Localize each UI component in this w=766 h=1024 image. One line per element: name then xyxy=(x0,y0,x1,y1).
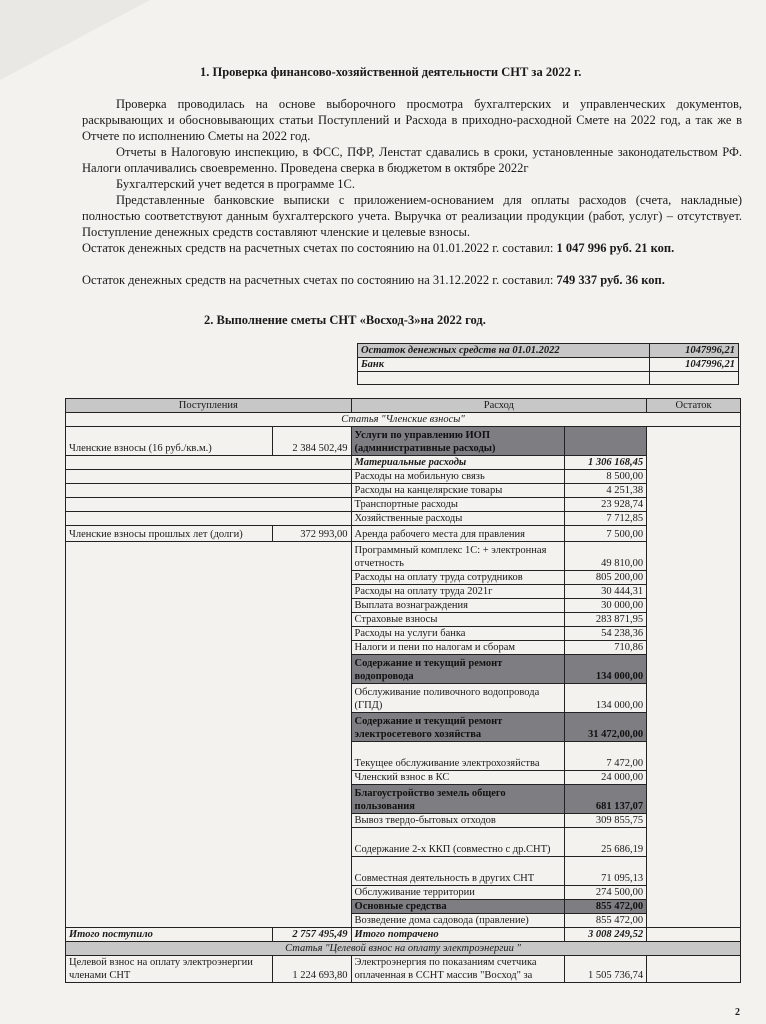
expense-item-label: Услуги по управлению ИОП (административные расходы) xyxy=(351,427,565,456)
total-expense-label: Итого потрачено xyxy=(351,928,565,942)
expense-item-label: Аренда рабочего места для правления xyxy=(351,526,565,542)
expense-item-label: Расходы на услуги банка xyxy=(351,627,565,641)
income-arrears-label: Членские взносы прошлых лет (долги) xyxy=(66,526,273,542)
folded-page-corner xyxy=(0,0,150,80)
expense-item-value: 71 095,13 xyxy=(565,857,647,886)
expense-item-value: 23 928,74 xyxy=(565,498,647,512)
expense-item-label: Благоустройство земель общего пользования xyxy=(351,785,565,814)
section2-title: 2. Выполнение сметы СНТ «Восход-3»на 2022 год. xyxy=(204,313,486,327)
expense-item-value: 30 444,31 xyxy=(565,585,647,599)
expense-item-label: Хозяйственные расходы xyxy=(351,512,565,526)
target-income-value: 1 224 693,80 xyxy=(272,956,351,983)
expense-item-value: 7 472,00 xyxy=(565,742,647,771)
expense-item-label: Расходы на канцелярские товары xyxy=(351,484,565,498)
expense-item-label: Материальные расходы xyxy=(351,456,565,470)
bank-value: 1047996,21 xyxy=(650,358,739,372)
balance-start-paragraph xyxy=(82,240,742,256)
expense-item-value: 134 000,00 xyxy=(565,684,647,713)
paragraph-bank-statements: Представленные банковские выписки с приложением-основанием для оплаты расходов (счета, накладные) полностью соответствуют данным бухгалтерского учета. Выручка от реализации продукции (работ, услуг) – отсутствует. Поступление денежных средств составляют членские и целевые взносы. xyxy=(82,193,742,239)
table-row xyxy=(66,427,741,456)
balance-end-text: Остаток денежных средств на расчетных счетах по состоянию на 31.12.2022 г. составил: xyxy=(82,273,554,287)
bank-label: Банк xyxy=(358,358,650,372)
opening-balance-label: Остаток денежных средств на 01.01.2022 xyxy=(358,344,650,358)
article-membership-fees: Статья "Членские взносы" xyxy=(66,413,741,427)
expense-item-label: Содержание 2-х ККП (совместно с др.СНТ) xyxy=(351,828,565,857)
expense-item-value: 681 137,07 xyxy=(565,785,647,814)
expense-item-label: Транспортные расходы xyxy=(351,498,565,512)
page-number: 2 xyxy=(735,1007,740,1018)
table-row xyxy=(66,484,741,498)
expense-item-value: 805 200,00 xyxy=(565,571,647,585)
expense-item-label: Налоги и пени по налогам и сборам xyxy=(351,641,565,655)
expense-item-value: 283 871,95 xyxy=(565,613,647,627)
table-row xyxy=(358,358,739,372)
section1-title: 1. Проверка финансово-хозяйственной деятельности СНТ за 2022 г. xyxy=(200,65,582,79)
table-row xyxy=(66,542,741,571)
expense-item-value: 710,86 xyxy=(565,641,647,655)
target-expense-value: 1 505 736,74 xyxy=(565,956,647,983)
balance-start-text: Остаток денежных средств на расчетных счетах по состоянию на 01.01.2022 г. составил: xyxy=(82,241,554,255)
target-income-label: Целевой взнос на оплату электроэнергии членами СНТ xyxy=(66,956,273,983)
balance-start-value: 1 047 996 руб. 21 коп. xyxy=(556,241,675,255)
balance-end-value: 749 337 руб. 36 коп. xyxy=(556,273,665,287)
expense-item-label: Возведение дома садовода (правление) xyxy=(351,914,565,928)
balance-end-paragraph xyxy=(82,272,742,288)
header-income: Поступления xyxy=(66,399,352,413)
header-expense: Расход xyxy=(351,399,647,413)
article-row xyxy=(66,942,741,956)
expense-item-value: 49 810,00 xyxy=(565,542,647,571)
income-membership-value: 2 384 502,49 xyxy=(272,427,351,456)
total-expense-value: 3 008 249,52 xyxy=(565,928,647,942)
income-arrears-value: 372 993,00 xyxy=(272,526,351,542)
table-row xyxy=(66,956,741,983)
table-row xyxy=(66,526,741,542)
expense-rows xyxy=(66,427,741,928)
expense-item-value: 31 472,00,00 xyxy=(565,713,647,742)
expense-item-label: Выплата вознаграждения xyxy=(351,599,565,613)
opening-balance-value: 1047996,21 xyxy=(650,344,739,358)
expense-item-value: 30 000,00 xyxy=(565,599,647,613)
table-row xyxy=(66,456,741,470)
expense-item-value: 7 712,85 xyxy=(565,512,647,526)
expense-item-value xyxy=(565,427,647,456)
expense-item-value: 1 306 168,45 xyxy=(565,456,647,470)
total-income-value: 2 757 495,49 xyxy=(272,928,351,942)
expense-item-label: Обслуживание территории xyxy=(351,886,565,900)
table-row xyxy=(66,512,741,526)
expense-item-label: Обслуживание поливочного водопровода (ГПД) xyxy=(351,684,565,713)
opening-balance-table xyxy=(357,343,739,385)
expense-item-value: 54 238,36 xyxy=(565,627,647,641)
expense-item-value: 7 500,00 xyxy=(565,526,647,542)
expense-item-label: Основные средства xyxy=(351,900,565,914)
target-expense-label: Электроэнергия по показаниям счетчика оплаченная в ССНТ массив "Восход" за xyxy=(351,956,565,983)
expense-item-label: Совместная деятельность в других СНТ xyxy=(351,857,565,886)
total-income-label: Итого поступило xyxy=(66,928,273,942)
expense-item-label: Расходы на мобильную связь xyxy=(351,470,565,484)
expense-item-value: 274 500,00 xyxy=(565,886,647,900)
expense-item-value: 24 000,00 xyxy=(565,771,647,785)
expense-item-value: 309 855,75 xyxy=(565,814,647,828)
table-row xyxy=(358,344,739,358)
expense-item-value: 8 500,00 xyxy=(565,470,647,484)
expense-item-label: Расходы на оплату труда 2021г xyxy=(351,585,565,599)
table-row xyxy=(66,470,741,484)
table-header-row xyxy=(66,399,741,413)
income-membership-label: Членские взносы (16 руб./кв.м.) xyxy=(66,427,273,456)
expense-item-value: 4 251,38 xyxy=(565,484,647,498)
paragraph-reports: Отчеты в Налоговую инспекцию, в ФСС, ПФР, Ленстат сдавались в сроки, установленные законодательством РФ. Налоги оплачивались своевременно. Проведена сверка в бюджетом в октябре 2022г xyxy=(82,145,742,175)
expense-item-label: Страховые взносы xyxy=(351,613,565,627)
expense-item-label: Содержание и текущий ремонт электросетевого хозяйства xyxy=(351,713,565,742)
expense-item-label: Расходы на оплату труда сотрудников xyxy=(351,571,565,585)
paragraph-audit-basis: Проверка проводилась на основе выборочного просмотра бухгалтерских и управленческих документов, раскрывающих и обосновывающих статьи Поступлений и Расхода в приходно-расходной Смете на 2022 год, а так же в Отчете по исполнению Сметы на 2022 год. xyxy=(82,97,742,143)
expense-item-value: 134 000,00 xyxy=(565,655,647,684)
table-row xyxy=(358,372,739,385)
article-row xyxy=(66,413,741,427)
budget-execution-table xyxy=(65,398,741,983)
article-electricity: Статья "Целевой взнос на оплату электроэнергии " xyxy=(66,942,741,956)
expense-item-label: Текущее обслуживание электрохозяйства xyxy=(351,742,565,771)
header-rest: Остаток xyxy=(647,399,741,413)
expense-item-label: Членский взнос в КС xyxy=(351,771,565,785)
table-row xyxy=(66,498,741,512)
expense-item-value: 25 686,19 xyxy=(565,828,647,857)
paragraph-accounting: Бухгалтерский учет ведется в программе 1С. xyxy=(116,177,355,191)
expense-item-value: 855 472,00 xyxy=(565,900,647,914)
expense-item-label: Программный комплекс 1С: + электронная отчетность xyxy=(351,542,565,571)
expense-item-label: Содержание и текущий ремонт водопровода xyxy=(351,655,565,684)
total-row xyxy=(66,928,741,942)
expense-item-value: 855 472,00 xyxy=(565,914,647,928)
expense-item-label: Вывоз твердо-бытовых отходов xyxy=(351,814,565,828)
